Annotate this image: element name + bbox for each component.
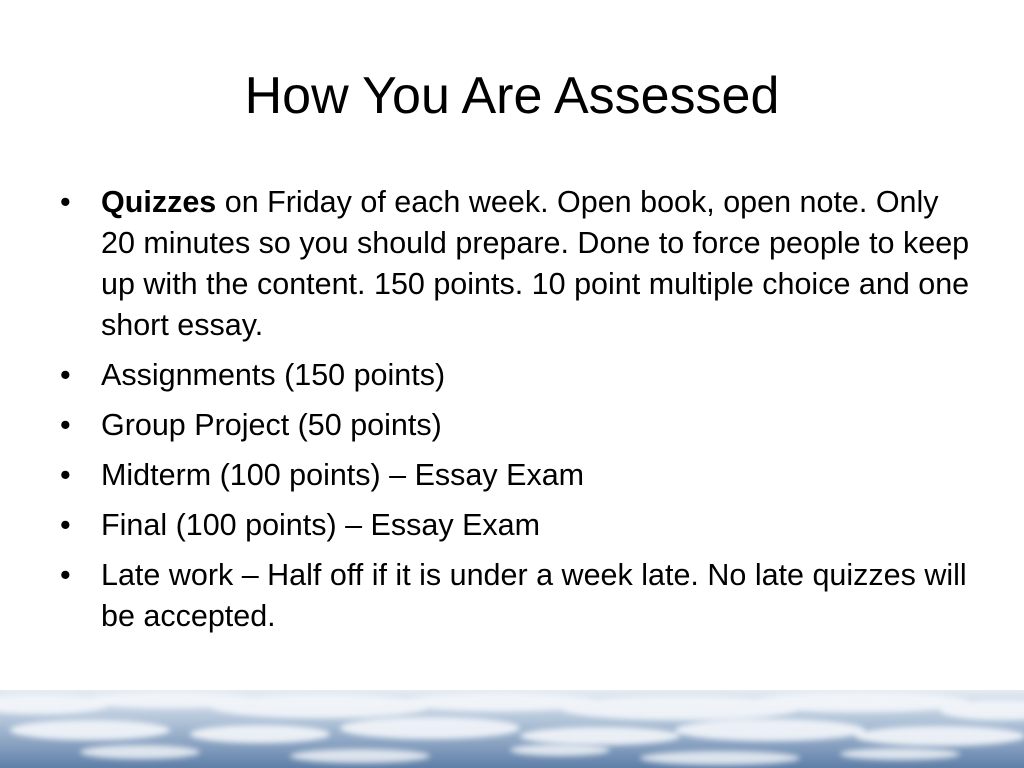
slide-title: How You Are Assessed [244, 67, 780, 125]
list-item [60, 555, 970, 637]
list-item-text: Final (100 points) – Essay Exam [101, 508, 541, 542]
list-item [60, 405, 970, 446]
list-item-text: on Friday of each week. Open book, open note. Only 20 minutes so you should prepare. Done to force people to keep up with the content. 150 points. 10 point multiple choice and one short essay. [101, 185, 970, 342]
list-item-text: Group Project (50 points) [101, 408, 442, 442]
bullet-icon: • [60, 185, 71, 219]
list-item-bold: Quizzes [101, 185, 217, 219]
bullet-icon: • [60, 458, 71, 492]
list-item-text: Midterm (100 points) – Essay Exam [101, 458, 585, 492]
list-item [60, 505, 970, 546]
sky-cloud-banner [0, 690, 1024, 768]
list-item [60, 455, 970, 496]
list-item-text: Late work – Half off if it is under a week late. No late quizzes will be accepted. [101, 558, 967, 633]
cloud-image [0, 690, 1024, 768]
bullet-icon: • [60, 358, 71, 392]
bullet-icon: • [60, 558, 71, 592]
bullet-icon: • [60, 508, 71, 542]
bullet-icon: • [60, 408, 71, 442]
bullet-list [60, 182, 970, 646]
list-item [60, 182, 970, 346]
list-item-text: Assignments (150 points) [101, 358, 446, 392]
list-item [60, 355, 970, 396]
